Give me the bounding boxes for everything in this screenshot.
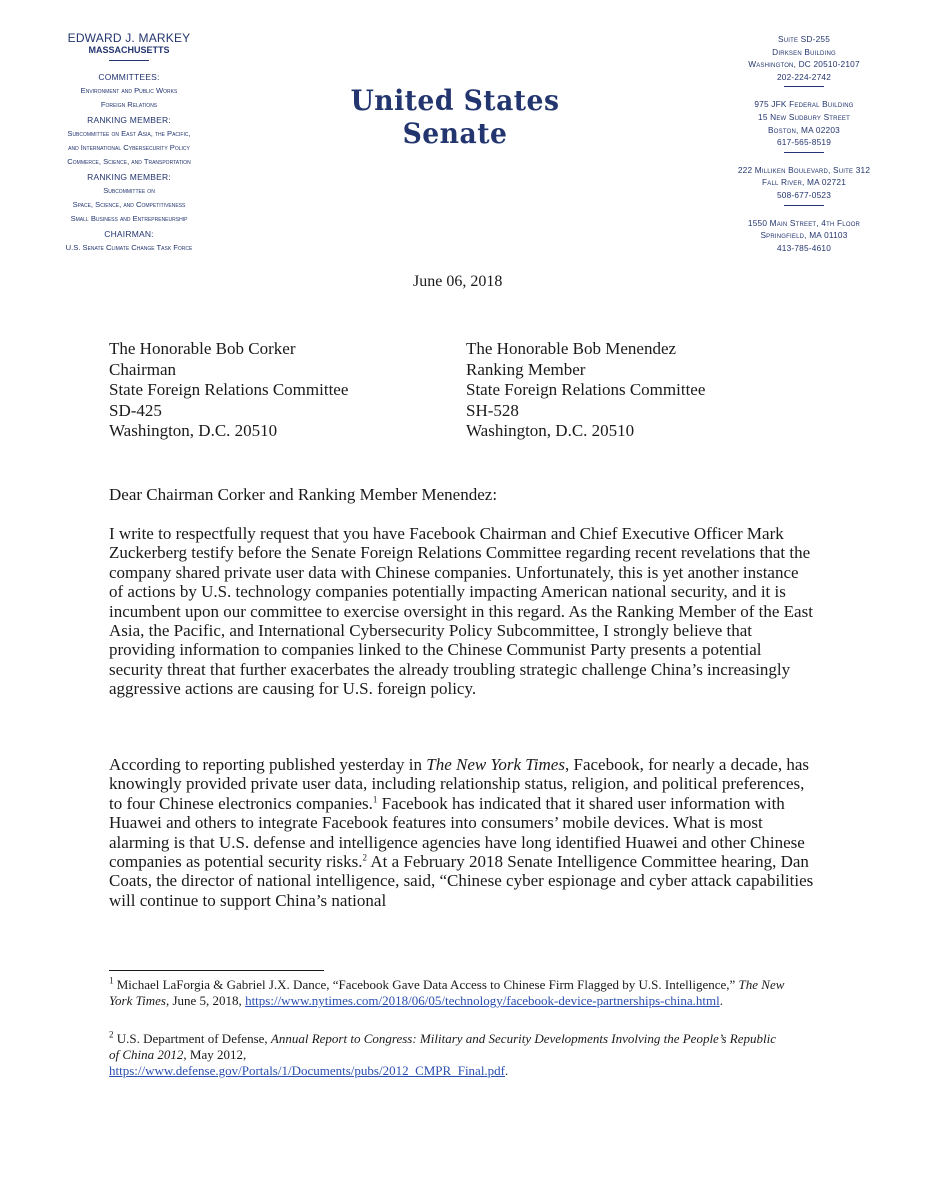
senator-state: MASSACHUSETTS: [88, 45, 170, 55]
subcommittee-item: Subcommittee on East Asia, the Pacific,: [67, 129, 191, 138]
chairman-label: CHAIRMAN:: [104, 229, 154, 239]
text-run: , June 5, 2018,: [165, 993, 246, 1008]
address-line: 1550 Main Street, 4th Floor: [747, 217, 861, 228]
address-line: 975 JFK Federal Building: [754, 99, 854, 110]
letter-date: June 06, 2018: [413, 273, 503, 290]
recipient-city: Washington, D.C. 20510: [466, 421, 635, 440]
address-line: Suite SD-255: [777, 34, 831, 44]
address-line: 15 New Sudbury Street: [758, 111, 850, 122]
footnote-1: [109, 977, 789, 1009]
office-addresses: [704, 33, 904, 254]
address-line: Springfield, MA 01103: [760, 230, 848, 241]
phone-line: 413-785-4610: [776, 242, 832, 253]
text-run: Facebook has indicated that it shared user information with Huawei and others to integrate Facebook features into consumers’ mobile devices. What is most alarming is that U.S. defense and intelligence agencies have long identified Huawei and other Chinese companies as potential security risks.: [109, 793, 805, 872]
address-line: Boston, MA 02203: [768, 124, 840, 135]
office-address-boston: [704, 98, 904, 148]
recipient-office: SD-425: [109, 400, 162, 420]
footnote-number: 2: [109, 1029, 114, 1040]
footnote-ref-1: 1: [372, 794, 378, 805]
subcommittee-item: and International Cybersecurity Policy: [68, 143, 190, 152]
address-line: Fall River, MA 02721: [761, 177, 847, 188]
office-address-fall-river: [704, 164, 904, 202]
committee-item: Small Business and Entrepreneurship: [70, 214, 188, 223]
recipient-title: Ranking Member: [466, 359, 586, 379]
publication-title: The New York Times: [109, 977, 785, 1008]
text-run: According to reporting published yesterday in: [109, 755, 427, 774]
report-title: Annual Report to Congress: Military and Security Developments Involving the People’s Republic of China 2012: [109, 1031, 776, 1062]
committee-item: Commerce, Science, and Transportation: [67, 157, 191, 166]
recipient-name: The Honorable Bob Menendez: [466, 339, 677, 358]
footnote-number: 1: [109, 975, 114, 986]
committees-label: COMMITTEES:: [98, 72, 160, 82]
recipient-address-corker: [109, 339, 348, 442]
divider: [784, 205, 824, 206]
footnote-link-defense[interactable]: https://www.defense.gov/Portals/1/Documents/pubs/2012_CMPR_Final.pdf: [109, 1063, 506, 1078]
address-line: Washington, DC 20510-2107: [748, 59, 860, 70]
phone-line: 202-224-2742: [776, 71, 832, 82]
phone-line: 508-677-0523: [776, 189, 832, 200]
footnote-divider: [109, 970, 324, 971]
subcommittee-item: Space, Science, and Competitiveness: [72, 200, 186, 209]
text-run: Michael LaForgia & Gabriel J.X. Dance, “Facebook Gave Data Access to Chinese Firm Flagged by U.S. Intelligence,”: [113, 977, 739, 992]
task-force-item: U.S. Senate Climate Change Task Force: [65, 243, 193, 252]
recipient-city: Washington, D.C. 20510: [109, 421, 278, 440]
text-run: , May 2012,: [183, 1047, 247, 1062]
subcommittee-item: Subcommittee on: [103, 186, 155, 195]
address-line: Dirksen Building: [772, 46, 836, 57]
senator-name: EDWARD J. MARKEY: [67, 31, 191, 45]
senator-committee-block: [20, 32, 238, 254]
recipient-title: Chairman: [109, 359, 177, 379]
divider: [784, 86, 824, 87]
text-run: .: [505, 1063, 509, 1078]
address-line: 222 Milliken Boulevard, Suite 312: [737, 164, 871, 175]
committee-item: Foreign Relations: [100, 100, 158, 109]
senate-letterhead-title: United States Senate: [350, 84, 560, 150]
salutation: Dear Chairman Corker and Ranking Member Menendez:: [109, 485, 498, 504]
office-address-dc: [704, 33, 904, 83]
recipient-office: SH-528: [466, 400, 519, 420]
office-address-springfield: [704, 217, 904, 255]
committee-item: Environment and Public Works: [80, 86, 178, 95]
footnote-2: [109, 1031, 789, 1079]
recipient-committee: State Foreign Relations Committee: [109, 380, 349, 399]
divider: [109, 60, 149, 61]
text-run: , Facebook, for nearly a decade, has knowingly provided private user data, including relationship status, religion, and political preferences, to four Chinese electronics companies.: [109, 755, 810, 813]
divider: [784, 152, 824, 153]
publication-title: The New York Times: [426, 755, 565, 774]
recipient-committee: State Foreign Relations Committee: [466, 380, 706, 399]
text-run: .: [719, 993, 723, 1008]
recipient-address-menendez: [466, 339, 705, 442]
text-run: U.S. Department of Defense,: [113, 1031, 271, 1046]
body-paragraph-2: [109, 755, 816, 910]
body-paragraph-1: I write to respectfully request that you have Facebook Chairman and Chief Executive Officer Mark Zuckerberg testify before the Senate Foreign Relations Committee regarding recent revelations that the company shared private user data with Chinese companies. Unfortunately, this is yet another instance of actions by U.S. technology companies potentially impacting American national security, and it is incumbent upon our committee to exercise oversight in this regard. As the Ranking Member of the East Asia, the Pacific, and International Cybersecurity Policy Subcommittee, I strongly believe that providing information to companies linked to the Chinese Communist Party presents a potential security threat that further exacerbates the already troubling strategic challenge China’s increasingly aggressive actions are causing for U.S. foreign policy.: [109, 524, 813, 699]
text-run: At a February 2018 Senate Intelligence Committee hearing, Dan Coats, the director of national intelligence, said, “Chinese cyber espionage and cyber attack capabilities will continue to support China’s national: [109, 852, 814, 910]
recipient-name: The Honorable Bob Corker: [109, 339, 296, 358]
ranking-member-label: RANKING MEMBER:: [87, 115, 171, 125]
phone-line: 617-565-8519: [776, 137, 832, 148]
footnote-ref-2: 2: [362, 852, 368, 863]
footnote-link-nytimes[interactable]: https://www.nytimes.com/2018/06/05/technology/facebook-device-partnerships-china.html: [245, 993, 720, 1008]
ranking-member-label: RANKING MEMBER:: [87, 172, 171, 182]
